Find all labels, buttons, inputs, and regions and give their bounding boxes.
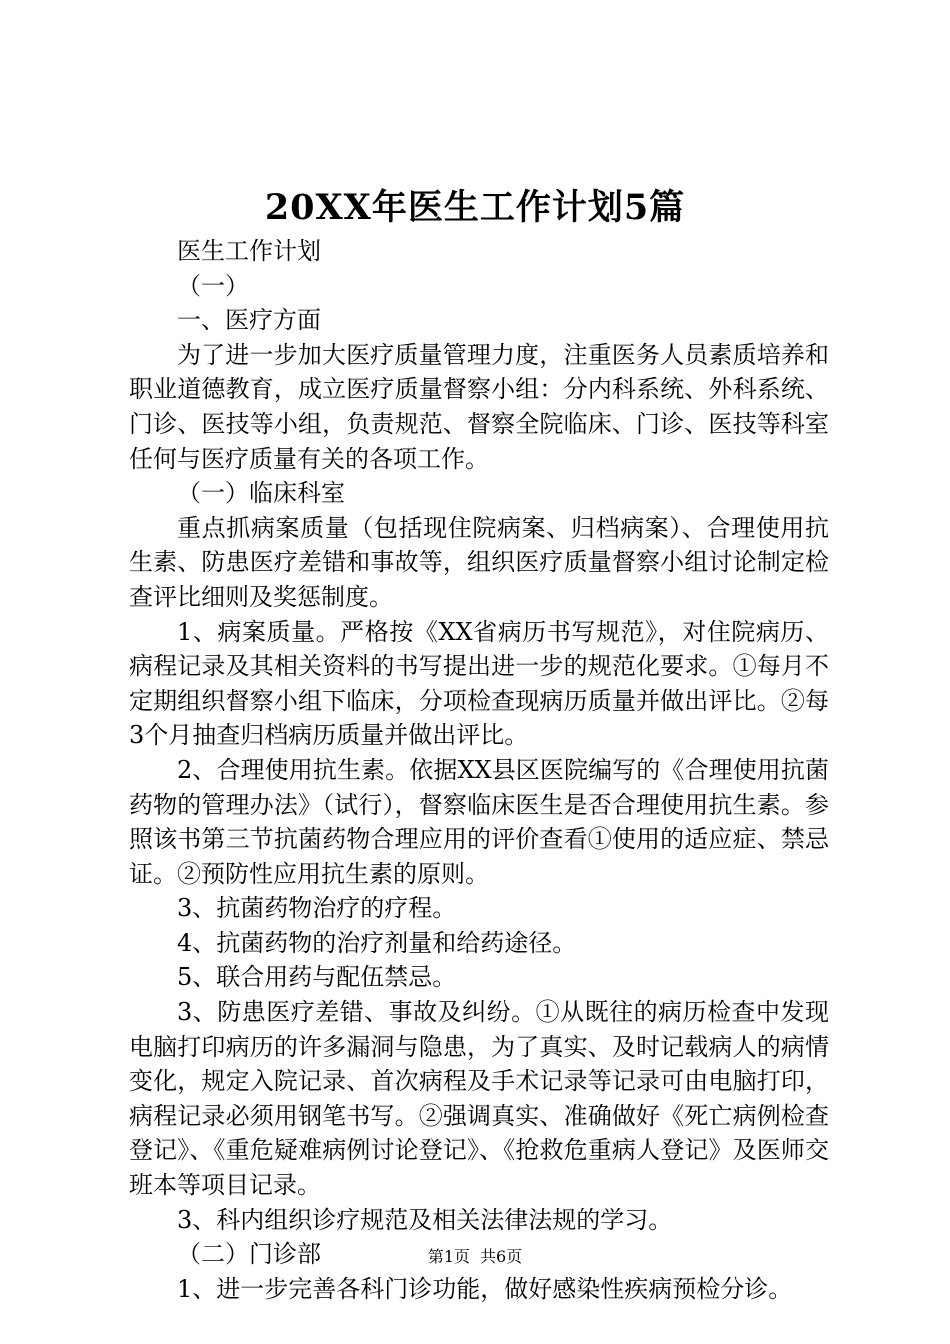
list-item: 1、进一步完善各科门诊功能，做好感染性疾病预检分诊。	[177, 1274, 793, 1303]
list-item: 5、联合用药与配伍禁忌。	[177, 963, 457, 992]
section-number: （一）	[177, 271, 249, 300]
page-number: 第1页	[427, 1247, 470, 1266]
paragraph: 重点抓病案质量（包括现住院病案、归档病案）、合理使用抗生素、防患医疗差错和事故等，组织医疗质量督察小组讨论制定检查评比细则及奖惩制度。	[129, 513, 829, 611]
paragraph: 1、病案质量。严格按《XX省病历书写规范》，对住院病历、病程记录及其相关资料的书写提出进一步的规范化要求。①每月不定期组织督察小组下临床，分项检查现病历质量并做出评比。②每3个月抽查归档病历质量并做出评比。	[129, 617, 829, 750]
list-item: 4、抗菌药物的治疗剂量和给药途径。	[177, 928, 577, 957]
page-total: 共6页	[480, 1247, 523, 1266]
page-footer	[0, 1246, 950, 1268]
subsection-heading: （一）临床科室	[177, 479, 345, 508]
list-item: 3、科内组织诊疗规范及相关法律法规的学习。	[177, 1205, 673, 1234]
list-item: 3、抗菌药物治疗的疗程。	[177, 894, 457, 923]
paragraph: 3、防患医疗差错、事故及纠纷。①从既往的病历检查中发现电脑打印病历的许多漏洞与隐患，为了真实、及时记载病人的病情变化，规定入院记录、首次病程及手术记录等记录可由电脑打印，病程记录必须用钢笔书写。②强调真实、准确做好《死亡病例检查登记》、《重危疑难病例讨论登记》、《抢救危重病人登记》及医师交班本等项目记录。	[129, 998, 829, 1200]
document-body	[129, 234, 829, 1306]
paragraph: 2、合理使用抗生素。依据XX县区医院编写的《合理使用抗菌药物的管理办法》（试行），督察临床医生是否合理使用抗生素。参照该书第三节抗菌药物合理应用的评价查看①使用的适应症、禁忌证。②预防性应用抗生素的原则。	[129, 755, 829, 888]
section-heading: 医生工作计划	[177, 237, 321, 265]
section-heading: 一、医疗方面	[177, 306, 321, 335]
paragraph: 为了进一步加大医疗质量管理力度，注重医务人员素质培养和职业道德教育，成立医疗质量督察小组：分内科系统、外科系统、门诊、医技等小组，负责规范、督察全院临床、门诊、医技等科室任何与医疗质量有关的各项工作。	[129, 340, 829, 473]
document-title: 20XX年医生工作计划5篇	[264, 187, 686, 228]
subsection-heading: （二）门诊部	[177, 1240, 321, 1269]
